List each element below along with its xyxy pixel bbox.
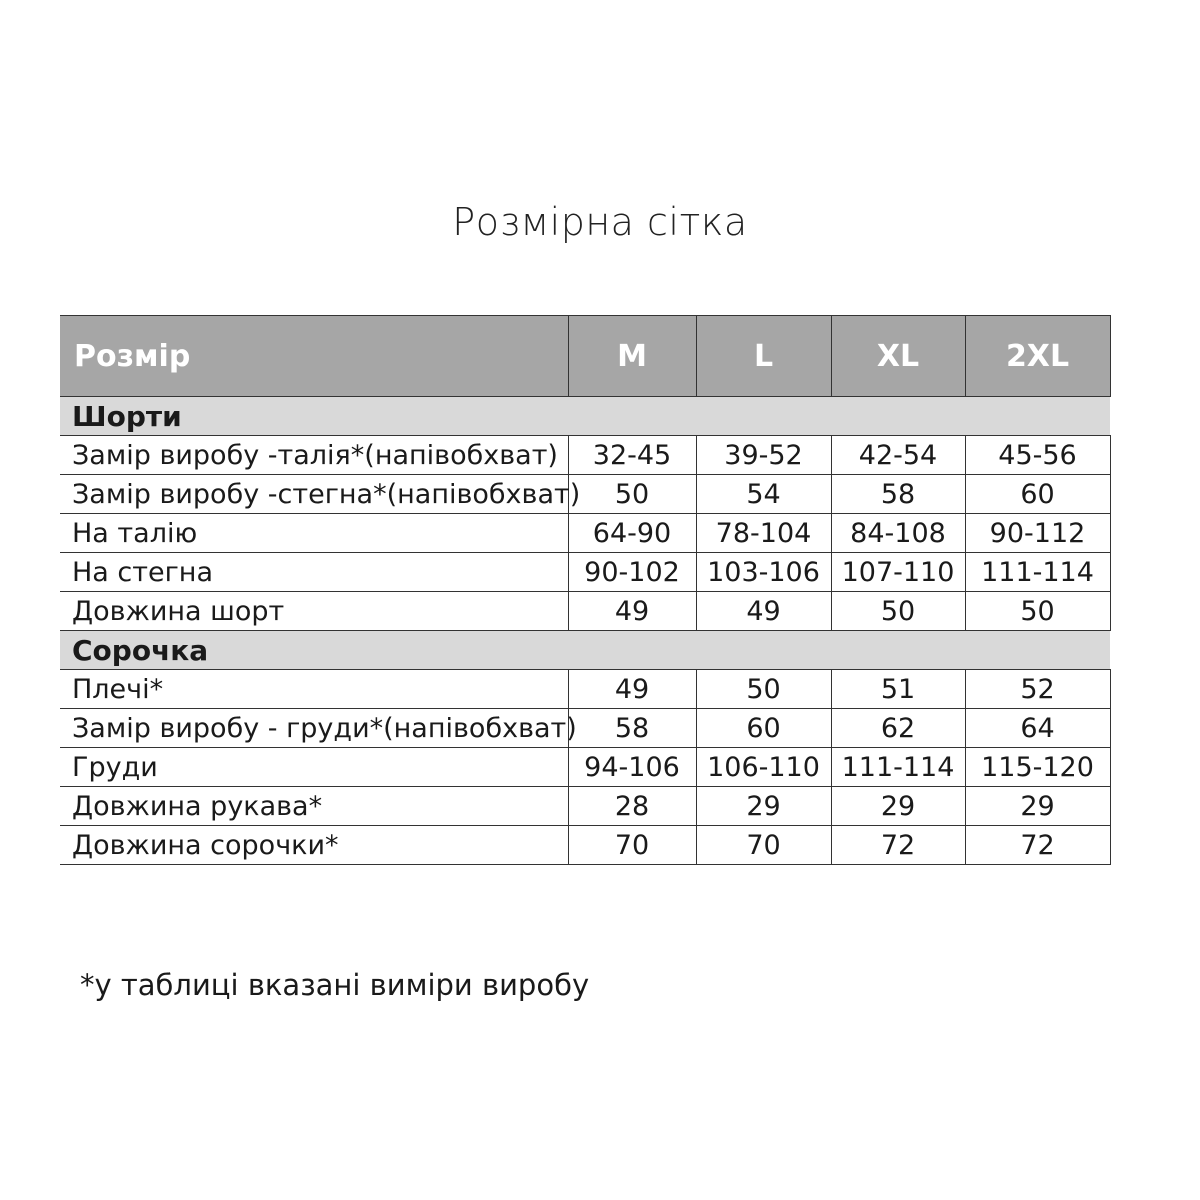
row-label: Довжина рукава* <box>60 787 568 826</box>
table-cell: 72 <box>831 826 965 865</box>
table-cell: 103-106 <box>696 553 831 592</box>
table-cell: 84-108 <box>831 514 965 553</box>
table-cell: 29 <box>831 787 965 826</box>
header-size-l: L <box>696 316 831 397</box>
table-cell: 111-114 <box>965 553 1110 592</box>
table-row <box>60 553 1110 592</box>
table-cell: 64-90 <box>568 514 696 553</box>
header-size-label: Розмір <box>60 316 568 397</box>
table-cell: 62 <box>831 709 965 748</box>
table-cell: 60 <box>696 709 831 748</box>
table-cell: 50 <box>696 670 831 709</box>
footnote: *у таблиці вказані виміри виробу <box>80 968 590 1002</box>
table-cell: 49 <box>696 592 831 631</box>
table-cell: 42-54 <box>831 436 965 475</box>
table-cell: 45-56 <box>965 436 1110 475</box>
section-title: Шорти <box>60 397 1110 436</box>
table-cell: 50 <box>965 592 1110 631</box>
table-cell: 58 <box>831 475 965 514</box>
table-body <box>60 397 1110 865</box>
table-cell: 50 <box>831 592 965 631</box>
table-cell: 32-45 <box>568 436 696 475</box>
table-cell: 52 <box>965 670 1110 709</box>
table-cell: 51 <box>831 670 965 709</box>
table-row <box>60 670 1110 709</box>
table-cell: 115-120 <box>965 748 1110 787</box>
table-cell: 70 <box>696 826 831 865</box>
row-label: Плечі* <box>60 670 568 709</box>
table-row <box>60 475 1110 514</box>
table-row <box>60 748 1110 787</box>
section-title: Сорочка <box>60 631 1110 670</box>
table-cell: 28 <box>568 787 696 826</box>
table-row <box>60 787 1110 826</box>
row-label: Замір виробу -стегна*(напівобхват) <box>60 475 568 514</box>
table-row <box>60 709 1110 748</box>
table-row <box>60 436 1110 475</box>
table-cell: 60 <box>965 475 1110 514</box>
table-cell: 64 <box>965 709 1110 748</box>
table-cell: 90-112 <box>965 514 1110 553</box>
table-cell: 111-114 <box>831 748 965 787</box>
header-size-xl: XL <box>831 316 965 397</box>
row-label: Замір виробу - груди*(напівобхват) <box>60 709 568 748</box>
page-title: Розмірна сітка <box>452 200 748 244</box>
table-cell: 72 <box>965 826 1110 865</box>
header-size-2xl: 2XL <box>965 316 1110 397</box>
table-header-row <box>60 316 1110 397</box>
header-size-m: M <box>568 316 696 397</box>
table-row <box>60 514 1110 553</box>
table-cell: 107-110 <box>831 553 965 592</box>
row-label: Замір виробу -талія*(напівобхват) <box>60 436 568 475</box>
table-cell: 29 <box>965 787 1110 826</box>
table-cell: 29 <box>696 787 831 826</box>
table-cell: 54 <box>696 475 831 514</box>
row-label: На стегна <box>60 553 568 592</box>
table-row <box>60 592 1110 631</box>
section-row <box>60 631 1110 670</box>
size-chart-table <box>60 315 1111 865</box>
table-cell: 49 <box>568 670 696 709</box>
row-label: Довжина шорт <box>60 592 568 631</box>
table-row <box>60 826 1110 865</box>
table-cell: 90-102 <box>568 553 696 592</box>
table-cell: 106-110 <box>696 748 831 787</box>
table-cell: 49 <box>568 592 696 631</box>
section-row <box>60 397 1110 436</box>
row-label: Довжина сорочки* <box>60 826 568 865</box>
table-cell: 78-104 <box>696 514 831 553</box>
table-cell: 70 <box>568 826 696 865</box>
table-cell: 39-52 <box>696 436 831 475</box>
table-cell: 58 <box>568 709 696 748</box>
table-cell: 94-106 <box>568 748 696 787</box>
row-label: На талію <box>60 514 568 553</box>
row-label: Груди <box>60 748 568 787</box>
table-cell: 50 <box>568 475 696 514</box>
